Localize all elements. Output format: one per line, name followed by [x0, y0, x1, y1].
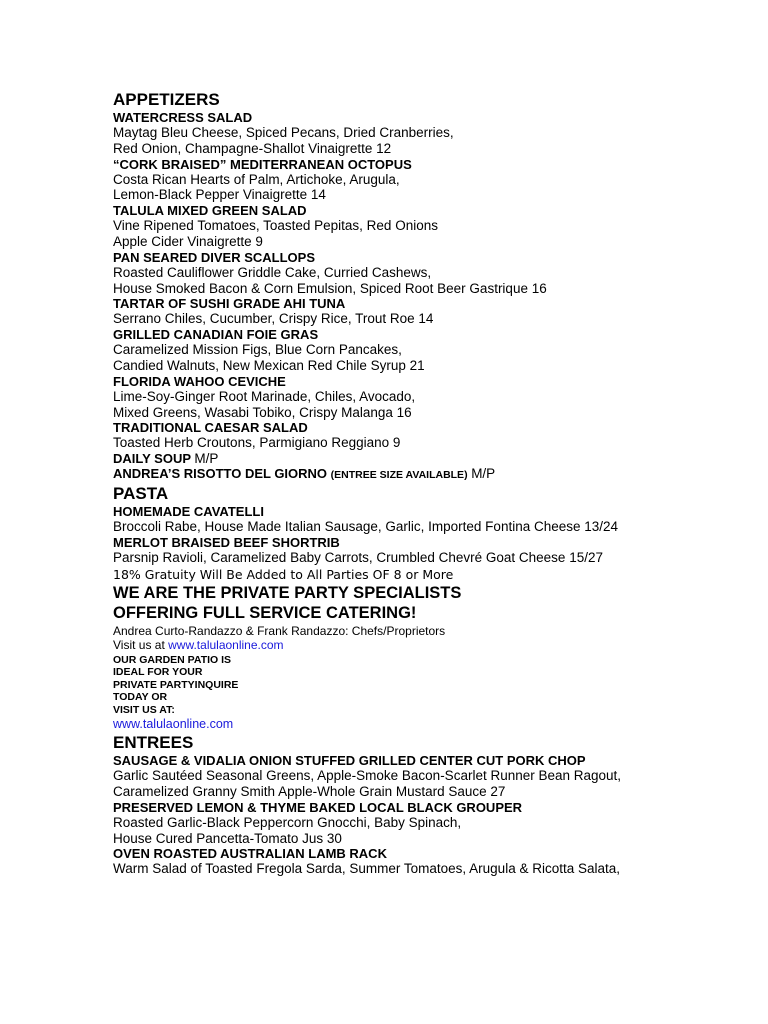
dish-description: Roasted Garlic-Black Peppercorn Gnocchi, Baby Spinach,	[113, 814, 462, 830]
appetizer-item	[113, 203, 753, 250]
appetizer-item	[113, 420, 753, 451]
appetizer-item	[113, 296, 753, 327]
appetizer-item	[113, 157, 753, 204]
dish-description: Broccoli Rabe, House Made Italian Sausage, Garlic, Imported Fontina Cheese 13/24	[113, 519, 619, 535]
dish-description: Lemon-Black Pepper Vinaigrette 14	[113, 187, 326, 203]
dish-name: WATERCRESS SALAD	[113, 110, 253, 125]
dish-description: Caramelized Mission Figs, Blue Corn Pancakes,	[113, 342, 402, 358]
patio-line: TODAY OR	[113, 691, 168, 704]
risotto-note: (ENTREE SIZE AVAILABLE)	[330, 469, 468, 482]
dish-name: TALULA MIXED GREEN SALAD	[113, 203, 307, 219]
daily-soup-price: M/P	[194, 451, 219, 467]
dish-description: Apple Cider Vinaigrette 9	[113, 233, 263, 249]
pasta-item	[113, 504, 753, 535]
patio-line: IDEAL FOR YOUR	[113, 666, 203, 679]
menu-document	[113, 89, 753, 877]
appetizers-heading: APPETIZERS	[113, 90, 220, 109]
dish-description: Parsnip Ravioli, Caramelized Baby Carrots, Crumbled Chevré Goat Cheese 15/27	[113, 549, 603, 565]
visit-line	[113, 638, 753, 652]
dish-name: SAUSAGE & VIDALIA ONION STUFFED GRILLED CENTER CUT PORK CHOP	[113, 753, 586, 769]
appetizer-item	[113, 374, 753, 421]
pasta-heading: PASTA	[113, 484, 169, 504]
dish-description: House Cured Pancetta-Tomato Jus 30	[113, 830, 342, 846]
daily-soup-name: DAILY SOUP	[113, 451, 191, 467]
dish-name: TRADITIONAL CAESAR SALAD	[113, 420, 308, 436]
pasta-item	[113, 535, 753, 566]
visit-prefix: Visit us at	[113, 637, 169, 652]
dish-description: Costa Rican Hearts of Palm, Artichoke, Arugula,	[113, 171, 400, 187]
dish-name: PAN SEARED DIVER SCALLOPS	[113, 249, 316, 265]
dish-description: Maytag Bleu Cheese, Spiced Pecans, Dried Cranberries,	[113, 125, 454, 140]
dish-name: OVEN ROASTED AUSTRALIAN LAMB RACK	[113, 846, 387, 862]
dish-description: Roasted Cauliflower Griddle Cake, Curried Cashews,	[113, 264, 432, 280]
appetizer-item	[113, 110, 753, 157]
risotto-price: M/P	[471, 466, 496, 482]
dish-description: Caramelized Granny Smith Apple-Whole Grain Mustard Sauce 27	[113, 784, 506, 800]
entree-item	[113, 846, 753, 877]
dish-description: House Smoked Bacon & Corn Emulsion, Spiced Root Beer Gastrique 16	[113, 280, 547, 296]
patio-notice	[113, 654, 753, 717]
gratuity-notice: 18% Gratuity Will Be Added to All Parties OF 8 or More	[113, 566, 454, 582]
dish-description: Garlic Sautéed Seasonal Greens, Apple-Smoke Bacon-Scarlet Runner Bean Ragout,	[113, 768, 622, 784]
website-link[interactable]: www.talulaonline.com	[168, 637, 284, 652]
dish-description: Candied Walnuts, New Mexican Red Chile Syrup 21	[113, 357, 425, 373]
chefs-credit: Andrea Curto-Randazzo & Frank Randazzo: Chefs/Proprietors	[113, 623, 446, 638]
dish-name: MERLOT BRAISED BEEF SHORTRIB	[113, 534, 340, 550]
entrees-heading: ENTREES	[113, 733, 194, 753]
promo-line-2: OFFERING FULL SERVICE CATERING!	[113, 603, 417, 622]
promo-line-1: WE ARE THE PRIVATE PARTY SPECIALISTS	[113, 583, 462, 602]
dish-description: Vine Ripened Tomatoes, Toasted Pepitas, Red Onions	[113, 218, 438, 234]
dish-name: GRILLED CANADIAN FOIE GRAS	[113, 327, 319, 343]
patio-line: VISIT US AT:	[113, 703, 175, 716]
patio-line: OUR GARDEN PATIO IS	[113, 653, 232, 666]
dish-name: TARTAR OF SUSHI GRADE AHI TUNA	[113, 296, 346, 312]
dish-name: FLORIDA WAHOO CEVICHE	[113, 373, 286, 389]
dish-description: Red Onion, Champagne-Shallot Vinaigrette 12	[113, 140, 392, 156]
dish-name: PRESERVED LEMON & THYME BAKED LOCAL BLACK GROUPER	[113, 799, 523, 815]
dish-name: HOMEMADE CAVATELLI	[113, 504, 264, 520]
daily-soup	[113, 451, 753, 466]
appetizer-item	[113, 250, 753, 297]
dish-description: Warm Salad of Toasted Fregola Sarda, Summer Tomatoes, Arugula & Ricotta Salata,	[113, 861, 621, 877]
appetizer-item	[113, 327, 753, 374]
risotto-name: ANDREA’S RISOTTO DEL GIORNO	[113, 466, 328, 482]
website-link[interactable]: www.talulaonline.com	[113, 717, 234, 732]
entree-item	[113, 753, 753, 800]
entree-item	[113, 800, 753, 847]
risotto	[113, 466, 753, 483]
dish-name: “CORK BRAISED” MEDITERRANEAN OCTOPUS	[113, 156, 412, 172]
dish-description: Lime-Soy-Ginger Root Marinade, Chiles, Avocado,	[113, 388, 416, 404]
patio-line: PRIVATE PARTYINQUIRE	[113, 678, 239, 691]
dish-description: Mixed Greens, Wasabi Tobiko, Crispy Malanga 16	[113, 404, 412, 420]
dish-description: Toasted Herb Croutons, Parmigiano Reggiano 9	[113, 435, 401, 451]
dish-description: Serrano Chiles, Cucumber, Crispy Rice, Trout Roe 14	[113, 311, 434, 327]
